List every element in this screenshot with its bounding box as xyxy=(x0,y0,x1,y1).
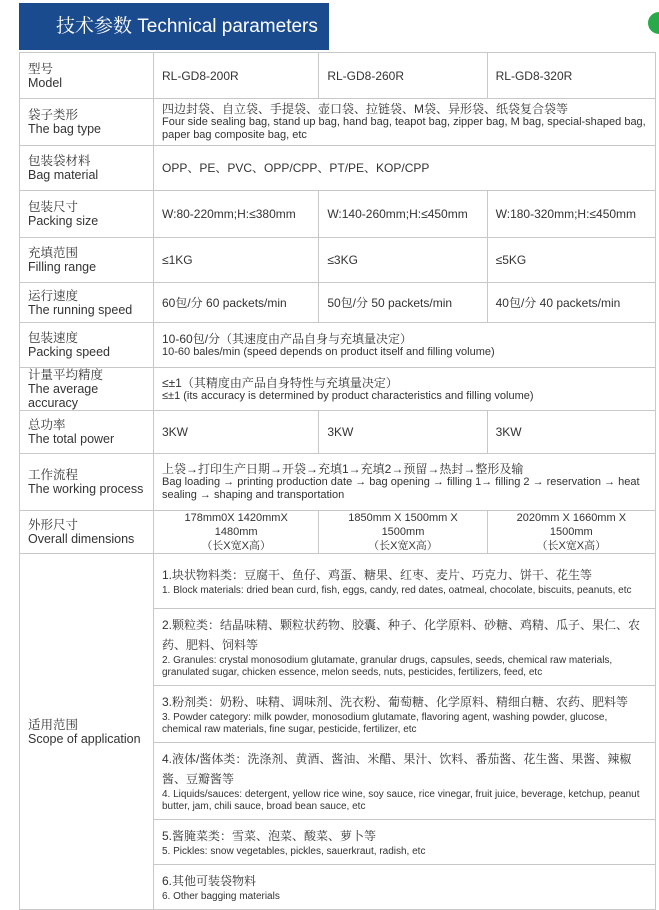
spec-table xyxy=(19,52,656,910)
value-cell xyxy=(319,511,487,554)
scope-en: 3. Powder category: milk powder, monosodium glutamate, flavoring agent, washing powder, glucose, chemical raw materials, fine sugar, pesticide, fertilizer, etc xyxy=(162,712,608,735)
label-en: The bag type xyxy=(28,122,101,136)
value-text: W:80-220mm;H:≤380mm xyxy=(162,207,296,221)
table-row xyxy=(20,53,656,99)
scope-en: 1. Block materials: dried bean curd, fish, eggs, candy, red dates, oatmeal, chocolate, biscuits, peanuts, etc xyxy=(162,585,632,596)
label-cn: 运行速度 xyxy=(28,288,79,303)
scope-cn: 6.其他可装袋物料 xyxy=(162,874,257,888)
value-cell xyxy=(487,411,655,454)
label-cn: 包装速度 xyxy=(28,331,79,345)
value-text: W:180-320mm;H:≤450mm xyxy=(495,207,637,221)
label-cn: 充填范围 xyxy=(28,246,79,260)
value-en: Bag loading → printing production date → bag opening → filling 1→ filling 2 → reservation → heat sealing → shaping and transportation xyxy=(162,476,640,501)
section-title: 技术参数 Technical parameters xyxy=(19,3,329,50)
value-cell xyxy=(319,191,487,238)
value-cell xyxy=(319,411,487,454)
label-en: The total power xyxy=(28,432,115,446)
row-label xyxy=(20,53,154,99)
value-text: RL-GD8-320R xyxy=(495,68,573,83)
scope-item xyxy=(154,686,656,743)
value-cell xyxy=(154,323,656,368)
scope-cn: 4.液体/酱体类：洗涤剂、黄酒、酱油、米醋、果汁、饮料、番茄酱、花生酱、果酱、辣椒酱、豆瓣酱等 xyxy=(162,752,632,786)
value-cell xyxy=(154,146,656,191)
scope-en: 2. Granules: crystal monosodium glutamate, granular drugs, capsules, seeds, chemical raw materials, granulated sugar, chicken essence, melon seeds, nuts, pesticides, fertilizers, feed, etc xyxy=(162,655,613,678)
dimension-note: （长X宽X高） xyxy=(536,540,607,552)
label-en: Model xyxy=(28,75,63,90)
row-label xyxy=(20,146,154,191)
value-cell xyxy=(154,283,319,323)
table-row xyxy=(20,283,656,323)
row-label xyxy=(20,454,154,511)
label-en: Scope of application xyxy=(28,731,141,746)
row-label xyxy=(20,511,154,554)
value-cell xyxy=(154,53,319,99)
label-en: Packing size xyxy=(28,214,99,228)
table-row xyxy=(20,368,656,411)
label-en: Bag material xyxy=(28,168,99,182)
value-cell xyxy=(154,454,656,511)
row-label xyxy=(20,283,154,323)
label-en: Filling range xyxy=(28,260,97,274)
value-text: OPP、PE、PVC、OPP/CPP、PT/PE、KOP/CPP xyxy=(162,161,430,175)
value-cell xyxy=(154,99,656,146)
table-row xyxy=(20,454,656,511)
label-cn: 适用范围 xyxy=(28,717,79,732)
value-cell xyxy=(487,283,655,323)
table-row xyxy=(20,99,656,146)
row-label xyxy=(20,411,154,454)
scope-cn: 1.块状物料类：豆腐干、鱼仔、鸡蛋、糖果、红枣、麦片、巧克力、饼干、花生等 xyxy=(162,568,593,582)
value-text: ≤3KG xyxy=(327,253,358,267)
dimension-value: 178mm0X 1420mmX 1480mm xyxy=(184,512,288,538)
value-cn: 10-60包/分（其速度由产品自身与充填量决定） xyxy=(162,331,413,346)
table-row xyxy=(20,323,656,368)
label-cn: 工作流程 xyxy=(28,468,79,482)
value-cell xyxy=(154,411,319,454)
row-label xyxy=(20,238,154,283)
dimension-note: （长X宽X高） xyxy=(368,540,438,552)
value-cell xyxy=(154,511,319,554)
label-en: The running speed xyxy=(28,302,133,317)
value-text: ≤5KG xyxy=(495,253,527,267)
value-cell xyxy=(154,368,656,411)
value-text: 40包/分 40 packets/min xyxy=(495,295,621,310)
dimension-note: （长X宽X高） xyxy=(201,540,271,552)
label-cn: 型号 xyxy=(28,61,54,76)
scope-en: 6. Other bagging materials xyxy=(162,891,280,902)
label-cn: 袋子类形 xyxy=(28,108,79,122)
value-text: 3KW xyxy=(495,425,522,439)
label-en: Overall dimensions xyxy=(28,532,135,546)
label-en: Packing speed xyxy=(28,345,111,359)
value-text: ≤1KG xyxy=(162,253,193,267)
table-row xyxy=(20,511,656,554)
value-text: RL-GD8-260R xyxy=(327,68,405,83)
value-cell xyxy=(154,191,319,238)
value-cell xyxy=(319,238,487,283)
scope-en: 5. Pickles: snow vegetables, pickles, sauerkraut, radish, etc xyxy=(162,846,426,857)
value-cn: ≤±1（其精度由产品自身特性与充填量决定） xyxy=(162,375,398,390)
value-text: 3KW xyxy=(327,425,354,439)
scope-cn: 5.酱腌菜类：雪菜、泡菜、酸菜、萝卜等 xyxy=(162,829,377,843)
row-label xyxy=(20,323,154,368)
scope-item xyxy=(154,554,656,609)
value-text: 60包/分 60 packets/min xyxy=(162,295,287,310)
value-cell xyxy=(487,53,655,99)
scope-item xyxy=(154,865,656,910)
value-en: ≤±1 (its accuracy is determined by product characteristics and filling volume) xyxy=(162,389,534,402)
label-en: The working process xyxy=(28,482,144,496)
scope-item xyxy=(154,609,656,686)
label-cn: 总功率 xyxy=(28,418,66,432)
value-text: RL-GD8-200R xyxy=(162,68,239,83)
dimension-value: 2020mm X 1660mm X 1500mm xyxy=(516,512,627,538)
value-text: 3KW xyxy=(162,425,189,439)
dimension-value: 1850mm X 1500mm X 1500mm xyxy=(348,512,458,538)
value-cell xyxy=(487,511,655,554)
value-cell xyxy=(487,238,655,283)
value-en: Four side sealing bag, stand up bag, hand bag, teapot bag, zipper bag, M bag, special-shaped bag, paper bag composite bag, etc xyxy=(162,116,646,141)
table-row xyxy=(20,146,656,191)
table-row xyxy=(20,191,656,238)
green-badge-icon xyxy=(648,12,659,34)
scope-item xyxy=(154,820,656,865)
table-row xyxy=(20,411,656,454)
label-cn: 包装袋材料 xyxy=(28,154,91,168)
label-cn: 计量平均精度 xyxy=(28,368,104,382)
value-cell xyxy=(319,53,487,99)
scope-cn: 2.颗粒类：结晶味精、颗粒状药物、胶囊、种子、化学原料、砂糖、鸡精、瓜子、果仁、农药、肥料、饲料等 xyxy=(162,618,641,652)
label-cn: 外形尺寸 xyxy=(28,518,79,532)
row-label xyxy=(20,554,154,910)
scope-en: 4. Liquids/sauces: detergent, yellow rice wine, soy sauce, rice vinegar, fruit juice, beverage, ketchup, peanut butter, jam, chili sauce, broad bean sauce, etc xyxy=(162,789,640,812)
label-en: The average accuracy xyxy=(28,382,99,410)
value-cn: 上袋→打印生产日期→开袋→充填1→充填2→预留→热封→整形及输 xyxy=(162,462,524,476)
scope-cn: 3.粉剂类：奶粉、味精、调味剂、洗衣粉、葡萄糖、化学原料、精细白糖、农药、肥料等 xyxy=(162,695,629,709)
table-row xyxy=(20,238,656,283)
row-label xyxy=(20,99,154,146)
value-text: 50包/分 50 packets/min xyxy=(327,295,453,310)
value-cell xyxy=(319,283,487,323)
value-en: 10-60 bales/min (speed depends on product itself and filling volume) xyxy=(162,345,495,358)
row-label xyxy=(20,368,154,411)
scope-row xyxy=(20,554,656,609)
label-cn: 包装尺寸 xyxy=(28,200,79,214)
value-cn: 四边封袋、自立袋、手提袋、壶口袋、拉链袋、M袋、异形袋、纸袋复合袋等 xyxy=(162,102,568,116)
row-label xyxy=(20,191,154,238)
value-cell xyxy=(487,191,655,238)
value-text: W:140-260mm;H:≤450mm xyxy=(327,207,468,221)
value-cell xyxy=(154,238,319,283)
scope-item xyxy=(154,743,656,820)
